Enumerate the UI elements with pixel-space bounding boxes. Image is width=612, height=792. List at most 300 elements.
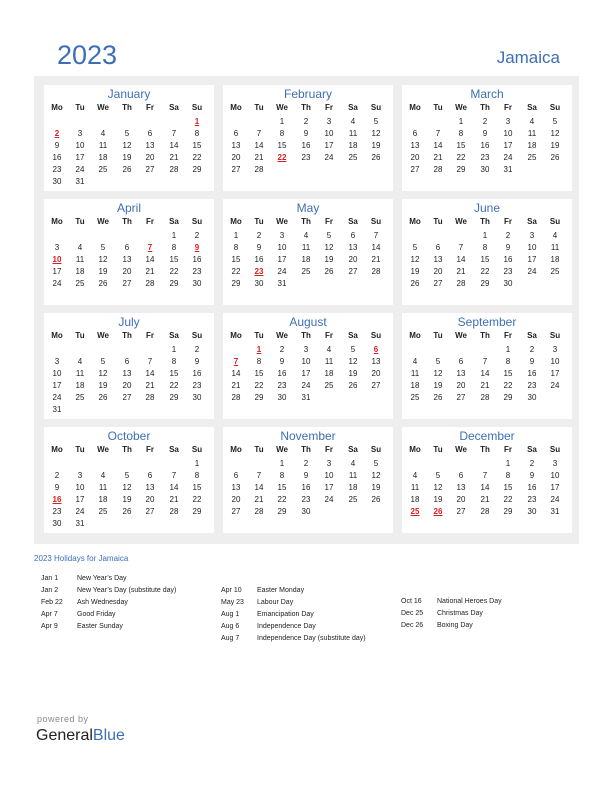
calendar-day: 20 xyxy=(348,255,358,264)
calendar-day: 8 xyxy=(194,471,200,480)
calendar-day: 11 xyxy=(348,129,358,138)
calendar-day: 7 xyxy=(435,129,441,138)
calendar-day: 31 xyxy=(503,165,513,174)
holiday-date-label: Oct 16 xyxy=(401,598,422,605)
calendar-day: 26 xyxy=(550,153,560,162)
weekday-header: Mo xyxy=(51,331,63,340)
calendar-day: 1 xyxy=(194,459,200,468)
weekday-header: Su xyxy=(549,217,561,226)
calendar-day: 28 xyxy=(480,393,490,402)
brand-part-1: General xyxy=(36,727,93,744)
calendar-day: 1 xyxy=(505,459,511,468)
holiday-name-label: Boxing Day xyxy=(437,622,473,629)
calendar-day: 30 xyxy=(480,165,490,174)
calendar-day: 21 xyxy=(433,153,443,162)
calendar-day: 12 xyxy=(550,129,560,138)
month-name: May xyxy=(296,201,320,215)
calendar-day: 17 xyxy=(324,483,334,492)
weekday-header: Su xyxy=(370,103,382,112)
calendar-day: 16 xyxy=(192,369,202,378)
calendar-day: 4 xyxy=(77,243,83,252)
calendar-day: 20 xyxy=(231,153,241,162)
calendar-day: 16 xyxy=(192,255,202,264)
holiday-date-label: Aug 6 xyxy=(221,623,240,630)
calendar-day: 12 xyxy=(433,483,443,492)
calendar-day: 4 xyxy=(412,357,418,366)
holiday-date-label: May 23 xyxy=(221,599,244,606)
calendar-day: 21 xyxy=(480,381,490,390)
weekday-header: Mo xyxy=(230,217,242,226)
calendar-day: 7 xyxy=(171,471,177,480)
calendar-day: 23 xyxy=(192,267,202,276)
calendar-day: 20 xyxy=(145,153,155,162)
calendar-day: 8 xyxy=(458,129,464,138)
calendar-day: 4 xyxy=(552,231,558,240)
calendar-day: 16 xyxy=(301,141,311,150)
holiday-name-label: Easter Monday xyxy=(257,587,305,594)
calendar-day: 11 xyxy=(527,129,537,138)
year-title: 2023 xyxy=(57,40,118,70)
calendar-day: 8 xyxy=(505,471,511,480)
calendar-day: 5 xyxy=(552,117,558,126)
calendar-day: 14 xyxy=(433,141,443,150)
calendar-day: 29 xyxy=(503,393,513,402)
calendar-day: 26 xyxy=(324,267,334,276)
calendar-day: 28 xyxy=(145,393,155,402)
weekday-header: Sa xyxy=(348,445,358,454)
calendar-day: 24 xyxy=(550,381,560,390)
calendar-day: 28 xyxy=(145,279,155,288)
calendar-day: 27 xyxy=(456,507,466,516)
holiday-name-label: National Heroes Day xyxy=(437,598,502,605)
calendar-day: 24 xyxy=(503,153,513,162)
holiday-date: 2 xyxy=(54,129,60,138)
calendar-day: 28 xyxy=(456,279,466,288)
calendar-day: 26 xyxy=(371,495,381,504)
calendar-day: 17 xyxy=(324,141,334,150)
weekday-header: Tu xyxy=(254,445,264,454)
calendar-day: 25 xyxy=(410,393,420,402)
calendar-day: 12 xyxy=(371,471,381,480)
calendar-day: 13 xyxy=(410,141,420,150)
calendar-day: 16 xyxy=(527,483,537,492)
weekday-header: Tu xyxy=(433,103,443,112)
weekday-header: Sa xyxy=(527,445,537,454)
calendar-day: 18 xyxy=(98,153,108,162)
calendar-day: 6 xyxy=(233,129,239,138)
calendar-day: 11 xyxy=(324,357,334,366)
calendar-day: 14 xyxy=(480,369,490,378)
weekday-header: Th xyxy=(480,445,490,454)
calendar-day: 28 xyxy=(371,267,381,276)
weekday-header: Su xyxy=(549,103,561,112)
calendar-day: 8 xyxy=(279,129,285,138)
calendar-day: 7 xyxy=(373,231,379,240)
holiday-date: 10 xyxy=(52,255,62,264)
weekday-header: Th xyxy=(301,445,311,454)
calendar-day: 23 xyxy=(52,507,62,516)
calendar-day: 18 xyxy=(550,255,560,264)
calendar-day: 4 xyxy=(303,231,309,240)
calendar-day: 16 xyxy=(254,255,264,264)
weekday-header: Fr xyxy=(504,217,512,226)
weekday-header: Fr xyxy=(146,331,154,340)
calendar-day: 27 xyxy=(410,165,420,174)
calendar-day: 31 xyxy=(52,405,62,414)
calendar-day: 15 xyxy=(277,141,287,150)
calendar-day: 7 xyxy=(171,129,177,138)
weekday-header: We xyxy=(97,331,109,340)
calendar-day: 31 xyxy=(277,279,287,288)
calendar-day: 9 xyxy=(54,483,60,492)
calendar-day: 19 xyxy=(410,267,420,276)
calendar-day: 11 xyxy=(75,369,85,378)
weekday-header: Sa xyxy=(348,103,358,112)
calendar-day: 25 xyxy=(550,267,560,276)
weekday-header: Sa xyxy=(527,103,537,112)
weekday-header: Th xyxy=(122,217,132,226)
calendar-day: 28 xyxy=(169,165,179,174)
calendar-day: 6 xyxy=(458,357,464,366)
calendar-day: 10 xyxy=(75,141,85,150)
calendar-day: 12 xyxy=(433,369,443,378)
calendar-day: 25 xyxy=(98,165,108,174)
calendar-day: 15 xyxy=(169,369,179,378)
calendar-day: 9 xyxy=(54,141,60,150)
calendar-day: 30 xyxy=(52,519,62,528)
calendar-day: 5 xyxy=(124,471,130,480)
holiday-name-label: Good Friday xyxy=(77,611,116,618)
calendar-day: 9 xyxy=(303,471,309,480)
weekday-header: Mo xyxy=(51,217,63,226)
powered-by-label: powered by xyxy=(37,714,89,724)
calendar-day: 16 xyxy=(527,369,537,378)
calendar-day: 2 xyxy=(303,459,309,468)
calendar-day: 25 xyxy=(301,267,311,276)
weekday-header: Th xyxy=(480,331,490,340)
holiday-date-label: Jan 1 xyxy=(41,575,59,582)
weekday-header: Mo xyxy=(409,103,421,112)
calendar-day: 10 xyxy=(324,129,334,138)
weekday-header: Su xyxy=(549,331,561,340)
calendar-day: 30 xyxy=(301,507,311,516)
calendar-day: 15 xyxy=(480,255,490,264)
weekday-header: Sa xyxy=(348,331,358,340)
calendar-day: 4 xyxy=(77,357,83,366)
weekday-header: Fr xyxy=(504,445,512,454)
calendar-day: 19 xyxy=(122,495,132,504)
holiday-date: 22 xyxy=(277,153,287,162)
calendar-day: 4 xyxy=(100,471,106,480)
calendar-day: 20 xyxy=(456,381,466,390)
calendar-day: 12 xyxy=(122,141,132,150)
weekday-header: Fr xyxy=(504,103,512,112)
holiday-date: 1 xyxy=(194,117,200,126)
calendar-day: 24 xyxy=(324,495,334,504)
holiday-date: 23 xyxy=(254,267,264,276)
calendar-day: 20 xyxy=(231,495,241,504)
weekday-header: Tu xyxy=(254,103,264,112)
calendar-day: 14 xyxy=(254,141,264,150)
calendar-day: 6 xyxy=(233,471,239,480)
month-november xyxy=(223,427,393,533)
calendar-day: 5 xyxy=(412,243,418,252)
weekday-header: We xyxy=(455,103,467,112)
calendar-day: 19 xyxy=(122,153,132,162)
calendar-day: 9 xyxy=(194,357,200,366)
calendar-day: 19 xyxy=(371,483,381,492)
calendar-day: 10 xyxy=(75,483,85,492)
holiday-date-label: Dec 26 xyxy=(401,622,424,629)
weekday-header: Th xyxy=(301,217,311,226)
calendar-day: 27 xyxy=(145,507,155,516)
calendar-day: 10 xyxy=(52,369,62,378)
calendar-day: 8 xyxy=(256,357,262,366)
calendar-day: 16 xyxy=(277,369,287,378)
holiday-date: 9 xyxy=(194,243,200,252)
calendar-day: 16 xyxy=(301,483,311,492)
calendar-day: 23 xyxy=(192,381,202,390)
weekday-header: Mo xyxy=(409,217,421,226)
calendar-day: 24 xyxy=(75,165,85,174)
holiday-date: 25 xyxy=(410,507,420,516)
calendar-day: 2 xyxy=(194,231,200,240)
calendar-day: 10 xyxy=(550,471,560,480)
generalblue-logo[interactable] xyxy=(36,727,125,745)
calendar-day: 18 xyxy=(301,255,311,264)
calendar-day: 26 xyxy=(98,393,108,402)
month-name: April xyxy=(116,201,141,215)
calendar-day: 9 xyxy=(529,357,535,366)
weekday-header: We xyxy=(276,331,288,340)
weekday-header: Mo xyxy=(230,331,242,340)
calendar-day: 28 xyxy=(254,165,264,174)
calendar-day: 5 xyxy=(435,471,441,480)
calendar-day: 7 xyxy=(482,471,488,480)
holiday-name-label: Independence Day (substitute day) xyxy=(257,635,366,642)
calendar-day: 2 xyxy=(529,459,535,468)
weekday-header: Mo xyxy=(230,445,242,454)
calendar-day: 5 xyxy=(326,231,332,240)
calendar-day: 12 xyxy=(98,255,108,264)
calendar-day: 29 xyxy=(254,393,264,402)
calendar-day: 27 xyxy=(456,393,466,402)
calendar-day: 16 xyxy=(480,141,490,150)
calendar-day: 24 xyxy=(75,507,85,516)
calendar-day: 17 xyxy=(277,255,287,264)
calendar-day: 17 xyxy=(52,381,62,390)
calendar-day: 26 xyxy=(348,381,358,390)
calendar-day: 6 xyxy=(124,357,130,366)
calendar-day: 18 xyxy=(75,381,85,390)
calendar-day: 18 xyxy=(75,267,85,276)
calendar-day: 4 xyxy=(326,345,332,354)
weekday-header: Tu xyxy=(75,217,85,226)
calendar-day: 18 xyxy=(410,495,420,504)
holiday-name-label: Easter Sunday xyxy=(77,623,123,630)
weekday-header: Sa xyxy=(348,217,358,226)
calendar-day: 17 xyxy=(550,483,560,492)
calendar-day: 23 xyxy=(527,381,537,390)
calendar-day: 27 xyxy=(122,393,132,402)
weekday-header: Su xyxy=(191,103,203,112)
calendar-day: 5 xyxy=(100,243,106,252)
calendar-day: 21 xyxy=(169,495,179,504)
calendar-day: 1 xyxy=(482,231,488,240)
calendar-day: 27 xyxy=(145,165,155,174)
calendar-day: 22 xyxy=(456,153,466,162)
calendar-day: 11 xyxy=(348,471,358,480)
calendar-day: 24 xyxy=(527,267,537,276)
calendar-day: 10 xyxy=(324,471,334,480)
calendar-day: 12 xyxy=(371,129,381,138)
calendar-day: 24 xyxy=(52,279,62,288)
calendar-day: 26 xyxy=(410,279,420,288)
weekday-header: We xyxy=(455,217,467,226)
calendar-day: 19 xyxy=(550,141,560,150)
calendar-day: 13 xyxy=(348,243,358,252)
calendar-day: 1 xyxy=(458,117,464,126)
calendar-day: 8 xyxy=(171,243,177,252)
calendar-day: 4 xyxy=(350,117,356,126)
calendar-day: 13 xyxy=(122,255,132,264)
weekday-header: Tu xyxy=(75,103,85,112)
holiday-name-label: Labour Day xyxy=(257,599,294,606)
calendar-day: 11 xyxy=(301,243,311,252)
calendar-day: 30 xyxy=(52,177,62,186)
calendar-day: 11 xyxy=(410,483,420,492)
calendar-day: 30 xyxy=(503,279,513,288)
calendar-day: 31 xyxy=(301,393,311,402)
holiday-date: 26 xyxy=(433,507,443,516)
calendar-day: 22 xyxy=(480,267,490,276)
calendar-day: 25 xyxy=(75,393,85,402)
calendar-day: 3 xyxy=(77,471,83,480)
calendar-day: 8 xyxy=(505,357,511,366)
calendar-day: 15 xyxy=(277,483,287,492)
calendar-day: 2 xyxy=(54,471,60,480)
weekday-header: Th xyxy=(301,103,311,112)
weekday-header: Su xyxy=(549,445,561,454)
calendar-day: 19 xyxy=(433,495,443,504)
calendar-day: 15 xyxy=(169,255,179,264)
calendar-day: 13 xyxy=(145,141,155,150)
holiday-date: 6 xyxy=(373,345,379,354)
calendar-day: 21 xyxy=(169,153,179,162)
calendar-day: 25 xyxy=(348,153,358,162)
calendar-day: 17 xyxy=(75,153,85,162)
calendar-day: 20 xyxy=(410,153,420,162)
calendar-day: 2 xyxy=(529,345,535,354)
calendar-day: 3 xyxy=(279,231,285,240)
calendar-day: 16 xyxy=(503,255,513,264)
calendar-day: 24 xyxy=(301,381,311,390)
calendar-day: 3 xyxy=(77,129,83,138)
calendar-day: 14 xyxy=(254,483,264,492)
month-january xyxy=(44,85,214,191)
weekday-header: Tu xyxy=(433,445,443,454)
month-name: March xyxy=(470,87,504,101)
weekday-header: Th xyxy=(122,331,132,340)
calendar-day: 19 xyxy=(98,381,108,390)
calendar-day: 13 xyxy=(456,483,466,492)
holiday-name-label: Independence Day xyxy=(257,623,316,630)
calendar-day: 26 xyxy=(122,165,132,174)
calendar-day: 30 xyxy=(254,279,264,288)
calendar-day: 12 xyxy=(324,243,334,252)
weekday-header: Fr xyxy=(146,103,154,112)
calendar-day: 21 xyxy=(371,255,381,264)
calendar-day: 26 xyxy=(98,279,108,288)
weekday-header: Th xyxy=(122,103,132,112)
calendar-day: 21 xyxy=(145,381,155,390)
calendar-day: 24 xyxy=(277,267,287,276)
calendar-day: 8 xyxy=(171,357,177,366)
weekday-header: Tu xyxy=(433,331,443,340)
calendar-day: 12 xyxy=(98,369,108,378)
month-name: August xyxy=(289,315,327,329)
month-name: January xyxy=(107,87,151,101)
calendar-day: 6 xyxy=(350,231,356,240)
holiday-date-label: Aug 7 xyxy=(221,635,240,642)
calendar-day: 10 xyxy=(503,129,513,138)
calendar-day: 27 xyxy=(122,279,132,288)
calendar-day: 21 xyxy=(254,153,264,162)
calendar-day: 18 xyxy=(410,381,420,390)
calendar-day: 21 xyxy=(145,267,155,276)
country-title: Jamaica xyxy=(496,48,560,67)
calendar-day: 12 xyxy=(410,255,420,264)
calendar-day: 16 xyxy=(52,153,62,162)
calendar-day: 27 xyxy=(231,165,241,174)
calendar-day: 26 xyxy=(122,507,132,516)
calendar-day: 20 xyxy=(371,369,381,378)
calendar-day: 29 xyxy=(231,279,241,288)
calendar-day: 20 xyxy=(145,495,155,504)
calendar-day: 9 xyxy=(256,243,262,252)
weekday-header: Su xyxy=(191,445,203,454)
month-september xyxy=(402,313,572,419)
calendar-day: 26 xyxy=(371,153,381,162)
calendar-day: 28 xyxy=(169,507,179,516)
calendar-day: 21 xyxy=(480,495,490,504)
calendar-day: 1 xyxy=(279,459,285,468)
calendar-day: 21 xyxy=(456,267,466,276)
calendar-day: 14 xyxy=(456,255,466,264)
calendar-day: 7 xyxy=(482,357,488,366)
calendar-day: 7 xyxy=(256,471,262,480)
calendar-day: 14 xyxy=(371,243,381,252)
calendar-day: 29 xyxy=(192,507,202,516)
calendar-day: 30 xyxy=(277,393,287,402)
calendar-day: 18 xyxy=(348,141,358,150)
calendar-day: 6 xyxy=(458,471,464,480)
holiday-date-label: Feb 22 xyxy=(41,599,63,606)
weekday-header: Fr xyxy=(325,217,333,226)
calendar-day: 9 xyxy=(529,471,535,480)
calendar-day: 14 xyxy=(231,369,241,378)
calendar-day: 13 xyxy=(231,141,241,150)
holiday-date: 1 xyxy=(256,345,262,354)
holiday-name-label: New Year’s Day xyxy=(77,575,127,582)
calendar-day: 29 xyxy=(503,507,513,516)
holiday-date: 7 xyxy=(233,357,239,366)
calendar-day: 3 xyxy=(552,345,558,354)
calendar-day: 24 xyxy=(52,393,62,402)
calendar-day: 29 xyxy=(192,165,202,174)
calendar-day: 2 xyxy=(194,345,200,354)
calendar-day: 3 xyxy=(326,117,332,126)
